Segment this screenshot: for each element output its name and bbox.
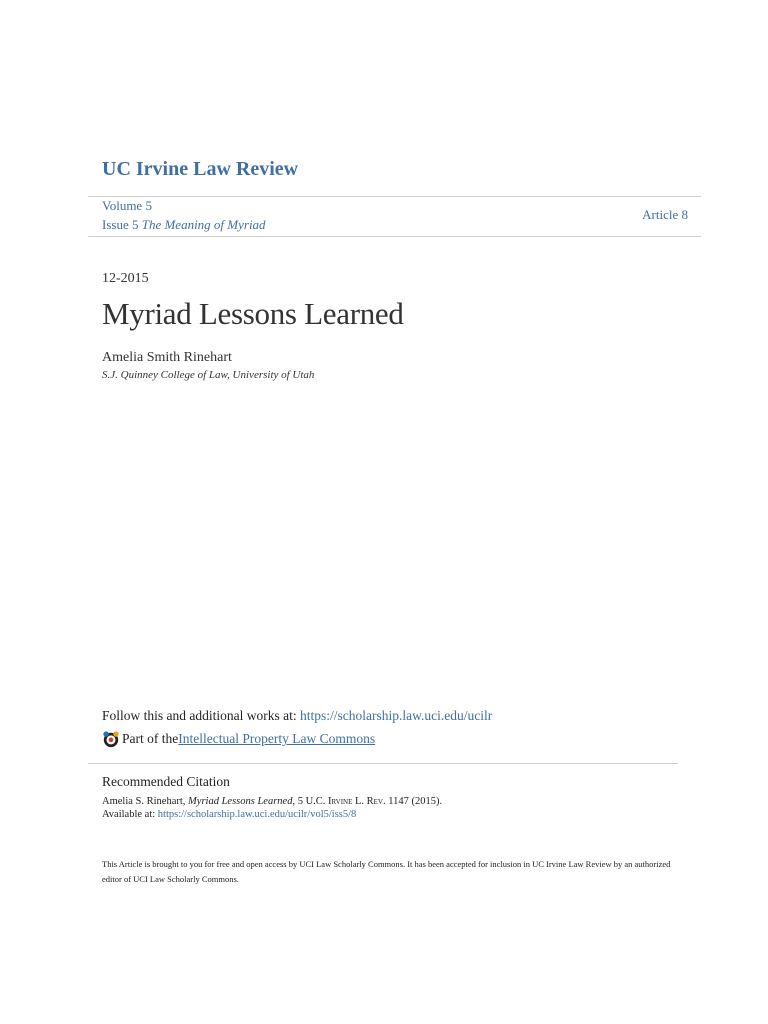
author-affiliation: S.J. Quinney College of Law, University of Utah	[102, 369, 315, 381]
citation-volume: , 5 U.C.	[292, 796, 329, 807]
header-divider-bottom	[88, 236, 701, 237]
article-number-link[interactable]: Article 8	[642, 207, 688, 222]
available-prefix: Available at:	[102, 809, 158, 820]
access-notice: This Article is brought to you for free and open access by UCI Law Scholarly Commons. It has been accepted for inclusion in UC Irvine Law Review by an authorized editor of UCI Law Scholarly Commons.	[102, 859, 671, 884]
commons-link[interactable]: Intellectual Property Law Commons	[178, 731, 376, 746]
part-of-prefix: Part of the	[122, 731, 179, 746]
follow-url-link[interactable]: https://scholarship.law.uci.edu/ucilr	[300, 708, 493, 723]
publication-date: 12-2015	[102, 271, 149, 286]
part-of-line	[102, 730, 375, 748]
citation-divider	[88, 763, 678, 764]
citation-heading: Recommended Citation	[102, 774, 230, 789]
issue-link[interactable]	[102, 217, 266, 233]
issue-number: Issue 5	[102, 217, 139, 232]
header-divider-top	[88, 196, 701, 197]
citation-title: Myriad Lessons Learned	[188, 796, 293, 807]
author-name: Amelia Smith Rinehart	[102, 350, 232, 365]
available-at-line	[102, 809, 356, 820]
citation-author: Amelia S. Rinehart,	[102, 796, 189, 807]
citation-journal: Irvine L. Rev.	[328, 796, 386, 807]
available-url-link[interactable]: https://scholarship.law.uci.edu/ucilr/vol5/iss5/8	[157, 809, 357, 820]
journal-title-link[interactable]: UC Irvine Law Review	[102, 158, 299, 180]
issue-title: The Meaning of Myriad	[141, 217, 266, 232]
follow-line	[102, 708, 492, 724]
citation-page-year: 1147 (2015).	[385, 796, 443, 807]
network-commons-icon	[102, 730, 120, 748]
citation-text	[102, 796, 442, 807]
volume-link[interactable]: Volume 5	[102, 198, 152, 213]
article-title: Myriad Lessons Learned	[102, 296, 404, 331]
follow-prefix: Follow this and additional works at:	[102, 708, 300, 723]
